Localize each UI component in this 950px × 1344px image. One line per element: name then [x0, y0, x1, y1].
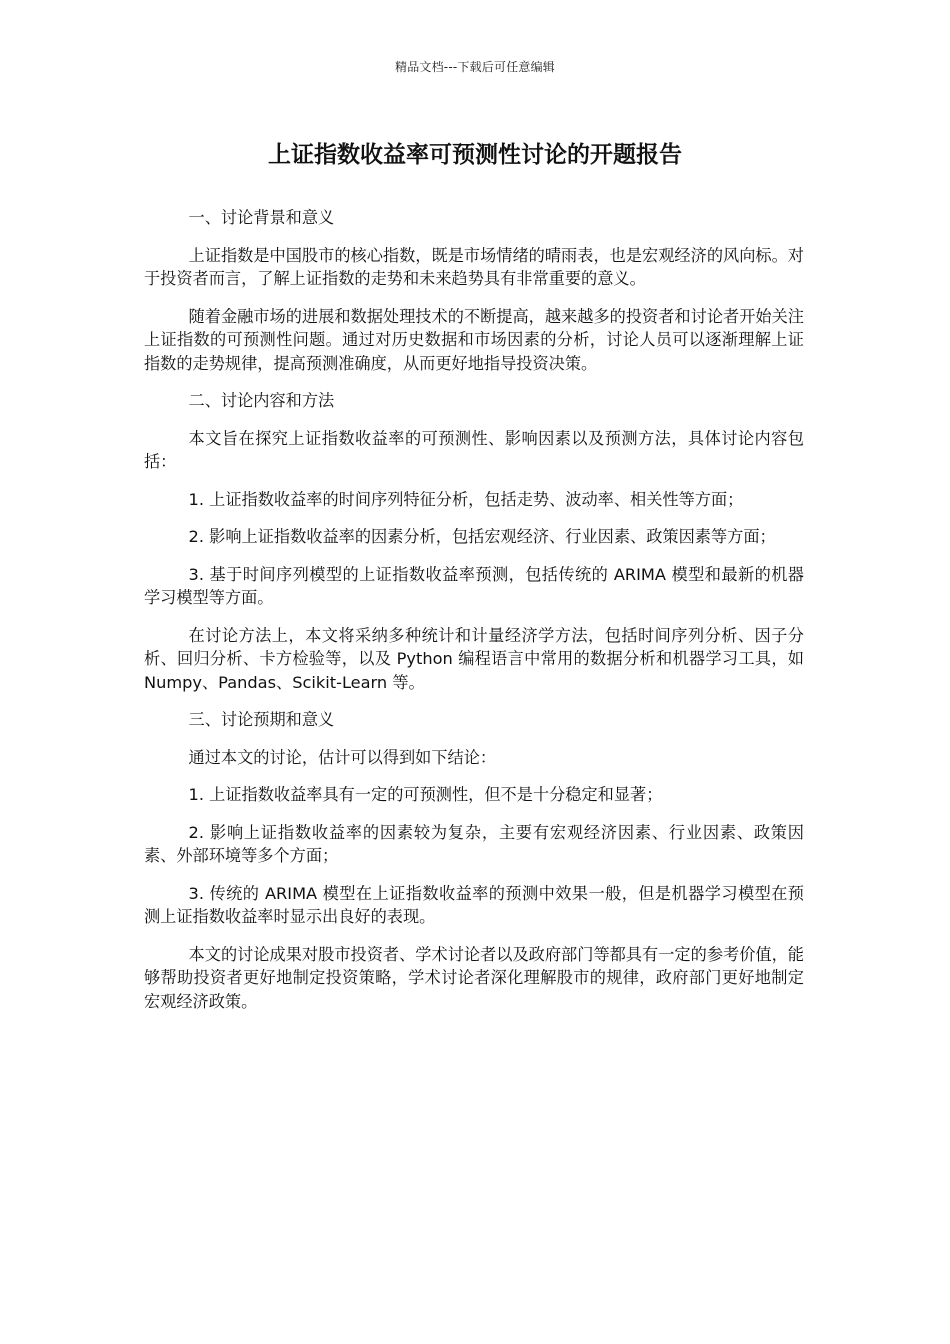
body-paragraph: 本文的讨论成果对股市投资者、学术讨论者以及政府部门等都具有一定的参考价值，能够帮助投资者更好地制定投资策略，学术讨论者深化理解股市的规律，政府部门更好地制定宏观经济政策。	[144, 944, 804, 1011]
section-heading-background: 一、讨论背景和意义	[188, 208, 335, 227]
list-item: 3. 传统的 ARIMA 模型在上证指数收益率的预测中效果一般，但是机器学习模型在预测上证指数收益率时显示出良好的表现。	[144, 883, 804, 926]
body-paragraph: 上证指数是中国股市的核心指数，既是市场情绪的晴雨表，也是宏观经济的风向标。对于投资者而言，了解上证指数的走势和未来趋势具有非常重要的意义。	[144, 245, 804, 288]
list-item: 3. 基于时间序列模型的上证指数收益率预测，包括传统的 ARIMA 模型和最新的机器学习模型等方面。	[144, 564, 804, 607]
list-item: 2. 影响上证指数收益率的因素分析，包括宏观经济、行业因素、政策因素等方面；	[188, 527, 776, 546]
body-paragraph: 通过本文的讨论，估计可以得到如下结论：	[188, 747, 497, 767]
list-item: 1. 上证指数收益率的时间序列特征分析，包括走势、波动率、相关性等方面；	[188, 489, 744, 509]
section-heading-content-methods: 二、讨论内容和方法	[188, 391, 335, 410]
body-paragraph: 在讨论方法上，本文将采纳多种统计和计量经济学方法，包括时间序列分析、因子分析、回归分析、卡方检验等，以及 Python 编程语言中常用的数据分析和机器学习工具，如 Numpy、Pandas、Scikit-Learn 等。	[144, 625, 804, 692]
document-title: 上证指数收益率可预测性讨论的开题报告	[268, 142, 682, 168]
body-paragraph: 随着金融市场的进展和数据处理技术的不断提高，越来越多的投资者和讨论者开始关注上证指数的可预测性问题。通过对历史数据和市场因素的分析，讨论人员可以逐渐理解上证指数的走势规律，提高预测准确度，从而更好地指导投资决策。	[144, 306, 804, 373]
body-paragraph: 本文旨在探究上证指数收益率的可预测性、影响因素以及预测方法，具体讨论内容包括：	[144, 428, 804, 471]
page-header-note: 精品文档---下载后可任意编辑	[395, 60, 555, 74]
list-item: 1. 上证指数收益率具有一定的可预测性，但不是十分稳定和显著；	[188, 785, 663, 804]
list-item: 2. 影响上证指数收益率的因素较为复杂，主要有宏观经济因素、行业因素、政策因素、外部环境等多个方面；	[144, 822, 804, 865]
document-body	[144, 206, 804, 1027]
section-heading-expectations: 三、讨论预期和意义	[188, 710, 335, 729]
